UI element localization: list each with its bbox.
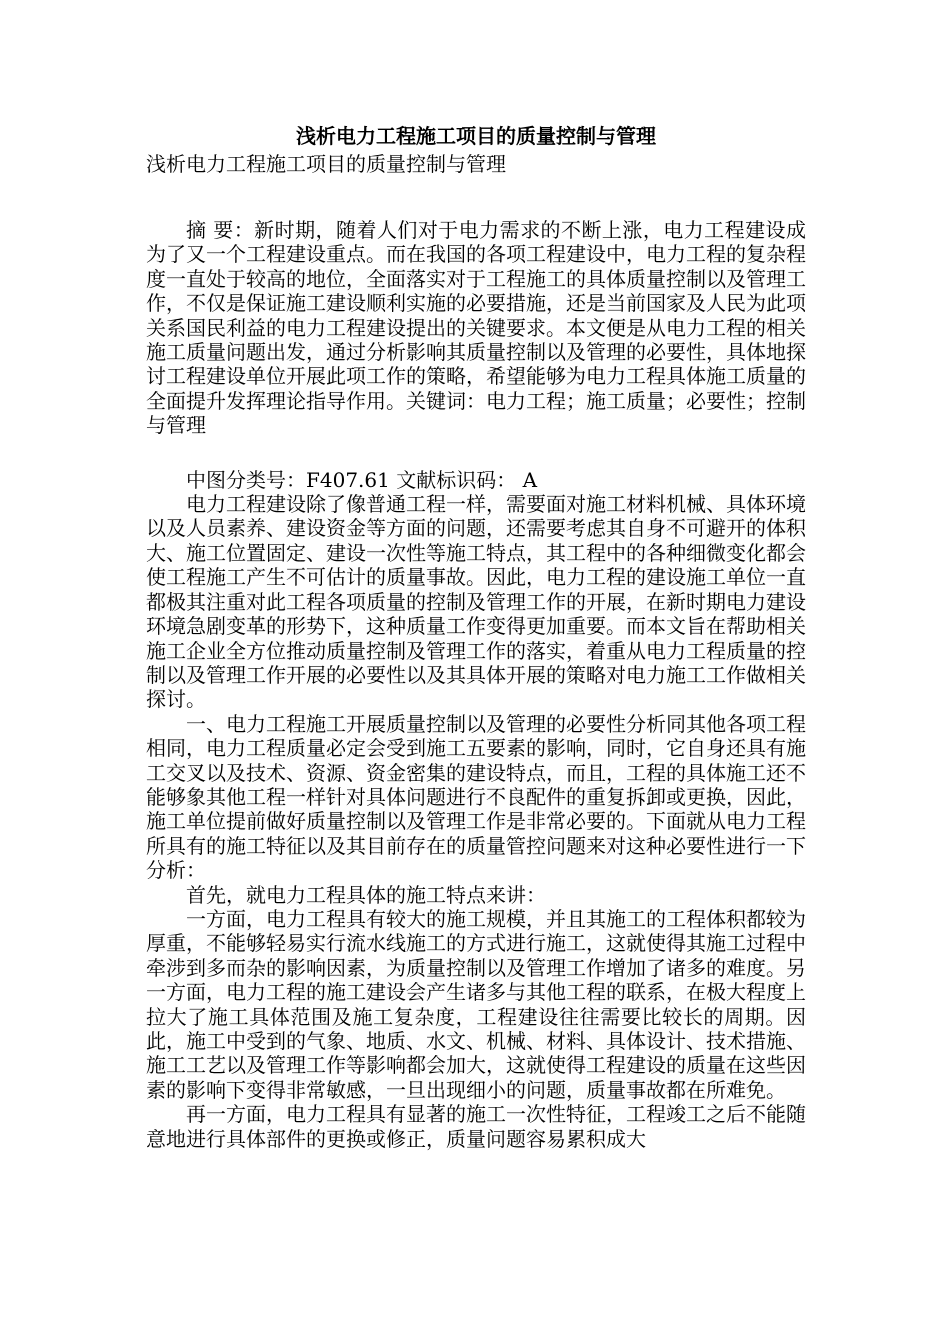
document-page: [146, 122, 806, 1151]
body-paragraph: 一、电力工程施工开展质量控制以及管理的必要性分析同其他各项工程相同，电力工程质量必定会受到施工五要素的影响，同时，它自身还具有施工交叉以及技术、资源、资金密集的建设特点，而且，工程的具体施工还不能够象其他工程一样针对具体问题进行不良配件的重复拆卸或更换，因此，施工单位提前做好质量控制以及管理工作是非常必要的。下面就从电力工程所具有的施工特征以及其目前存在的质量管控问题来对这种必要性进行一下分析：: [146, 711, 806, 883]
classification-line: 中图分类号：F407.61 文献标识码： A: [186, 467, 538, 492]
spacer: [146, 178, 806, 218]
body-paragraph: 首先，就电力工程具体的施工特点来讲：: [186, 882, 546, 907]
document-subtitle: 浅析电力工程施工项目的质量控制与管理: [146, 152, 506, 176]
abstract-paragraph: 摘 要：新时期，随着人们对于电力需求的不断上涨，电力工程建设成为了又一个工程建设重点。而在我国的各项工程建设中，电力工程的复杂程度一直处于较高的地位，全面落实对于工程施工的具体质量控制以及管理工作，不仅是保证施工建设顺利实施的必要措施，还是当前国家及人民为此项关系国民利益的电力工程建设提出的关键要求。本文便是从电力工程的相关施工质量问题出发，通过分析影响其质量控制以及管理的必要性，具体地探讨工程建设单位开展此项工作的策略，希望能够为电力工程具体施工质量的全面提升发挥理论指导作用。关键词：电力工程；施工质量；必要性；控制与管理: [146, 218, 806, 438]
body-paragraph: 再一方面，电力工程具有显著的施工一次性特征，工程竣工之后不能随意地进行具体部件的更换或修正，质量问题容易累积成大: [146, 1102, 806, 1151]
body-paragraph: 一方面，电力工程具有较大的施工规模，并且其施工的工程体积都较为厚重，不能够轻易实行流水线施工的方式进行施工，这就使得其施工过程中牵涉到多而杂的影响因素，为质量控制以及管理工作增加了诸多的难度。另一方面，电力工程的施工建设会产生诸多与其他工程的联系，在极大程度上拉大了施工具体范围及施工复杂度，工程建设往往需要比较长的周期。因此，施工中受到的气象、地质、水文、机械、材料、具体设计、技术措施、施工工艺以及管理工作等影响都会加大，这就使得工程建设的质量在这些因素的影响下变得非常敏感，一旦出现细小的问题，质量事故都在所难免。: [146, 906, 806, 1102]
document-title: 浅析电力工程施工项目的质量控制与管理: [296, 124, 656, 148]
body-paragraph: 电力工程建设除了像普通工程一样，需要面对施工材料机械、具体环境以及人员素养、建设资金等方面的问题，还需要考虑其自身不可避开的体积大、施工位置固定、建设一次性等施工特点，其工程中的各种细微变化都会使工程施工产生不可估计的质量事故。因此，电力工程的建设施工单位一直都极其注重对此工程各项质量的控制及管理工作的开展，在新时期电力建设环境急剧变革的形势下，这种质量工作变得更加重要。而本文旨在帮助相关施工企业全方位推动质量控制及管理工作的落实，着重从电力工程质量的控制以及管理工作开展的必要性以及其具体开展的策略对电力施工工作做相关探讨。: [146, 492, 806, 712]
spacer: [146, 438, 806, 468]
